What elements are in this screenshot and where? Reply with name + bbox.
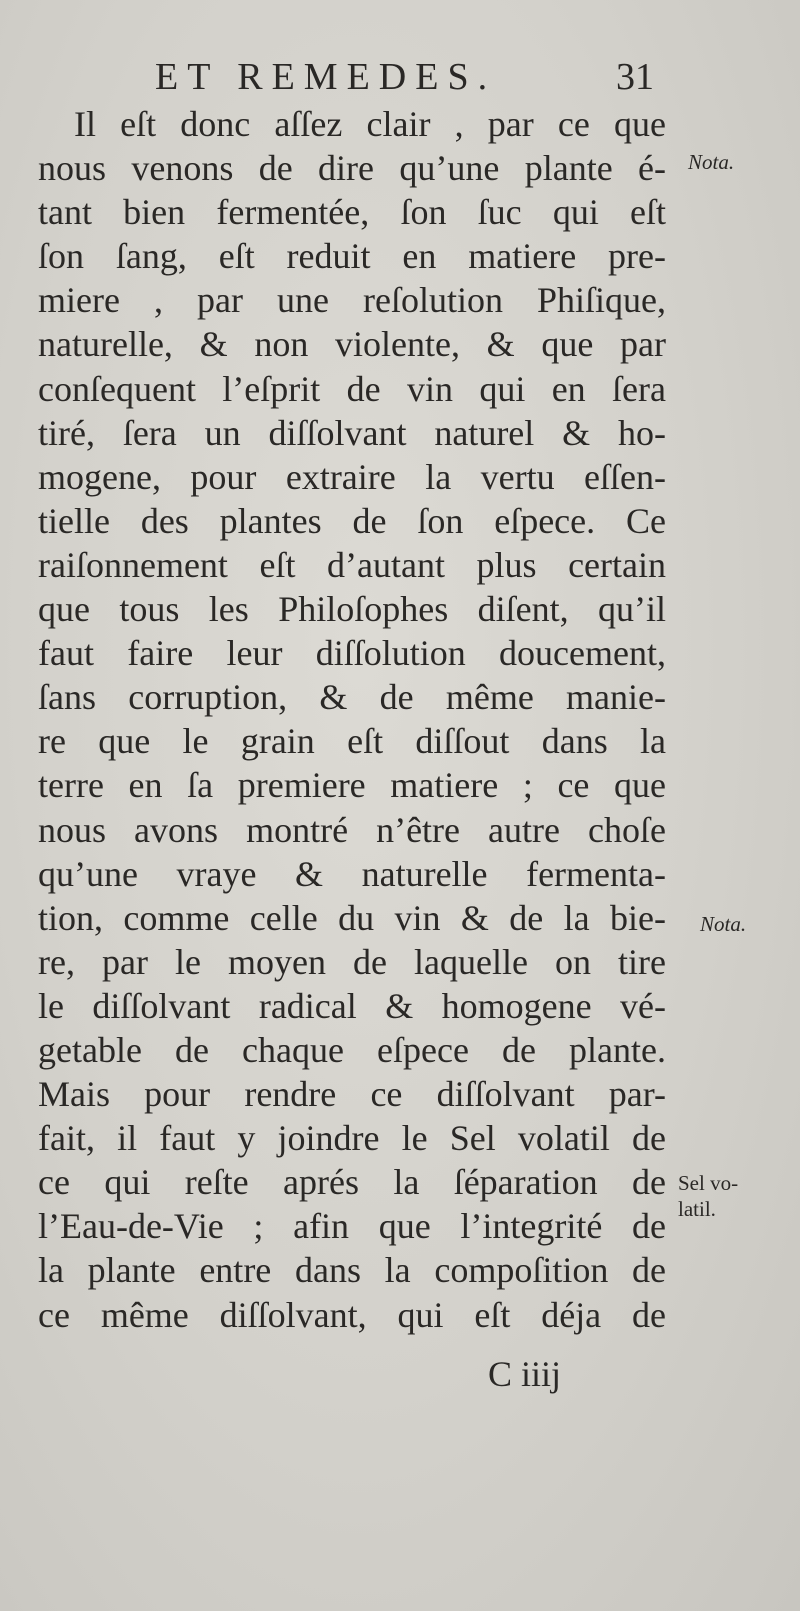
text-line: re, par le moyen de laquelle on tire [38,941,666,982]
page-number: 31 [616,56,654,98]
text-line: la plante entre dans la compoſition de [38,1250,666,1291]
text-line: nous avons montré n’être autre choſe [38,809,666,850]
text-line: mogene, pour extraire la vertu eſſen- [38,456,666,497]
text-line: conſequent l’eſprit de vin qui en ſera [38,368,666,409]
text-line: qu’une vraye & naturelle fermenta- [38,853,666,894]
text-line: tiré, ſera un diſſolvant naturel & ho- [38,412,666,453]
margin-note-nota: Nota. [688,150,735,174]
text-line: terre en ſa premiere matiere ; ce que [38,765,666,806]
text-line: tion, comme celle du vin & de la bie- [38,897,666,938]
text-line: tielle des plantes de ſon eſpece. Ce [38,500,666,541]
text-line: getable de chaque eſpece de plante. [38,1029,666,1070]
text-line: re que le grain eſt diſſout dans la [38,721,666,762]
text-line: ſon ſang, eſt reduit en matiere pre- [38,236,666,277]
signature-mark: C iiij [488,1354,562,1394]
text-line: tant bien fermentée, ſon ſuc qui eſt [38,192,666,233]
text-line: ce même diſſolvant, qui eſt déja de [38,1294,666,1335]
margin-note-sel-volatil [678,1170,738,1222]
text-line: ce qui reſte aprés la ſéparation de [38,1162,666,1203]
margin-note-nota: Nota. [700,912,747,936]
text-line: Il eſt donc aſſez clair , par ce que [74,104,666,144]
text-line: raiſonnement eſt d’autant plus certain [38,544,666,585]
text-line: faut faire leur diſſolution doucement, [38,633,666,674]
running-title: ET REMEDES. [155,56,497,98]
margin-note-line: latil. [678,1197,716,1221]
text-line: l’Eau-de-Vie ; afin que l’integrité de [38,1206,666,1247]
text-line: Mais pour rendre ce diſſolvant par- [38,1074,666,1115]
text-line: miere , par une reſolution Phiſique, [38,280,666,321]
text-line: fait, il faut y joindre le Sel volatil de [38,1118,666,1159]
body-text [38,102,666,1337]
text-line: ſans corruption, & de même manie- [38,677,666,718]
text-line: le diſſolvant radical & homogene vé- [38,985,666,1026]
text-line: nous venons de dire qu’une plante é- [38,148,666,189]
text-line: naturelle, & non violente, & que par [38,324,666,365]
margin-note-line: Sel vo- [678,1171,739,1195]
text-line: que tous les Philoſophes diſent, qu’il [38,589,666,630]
